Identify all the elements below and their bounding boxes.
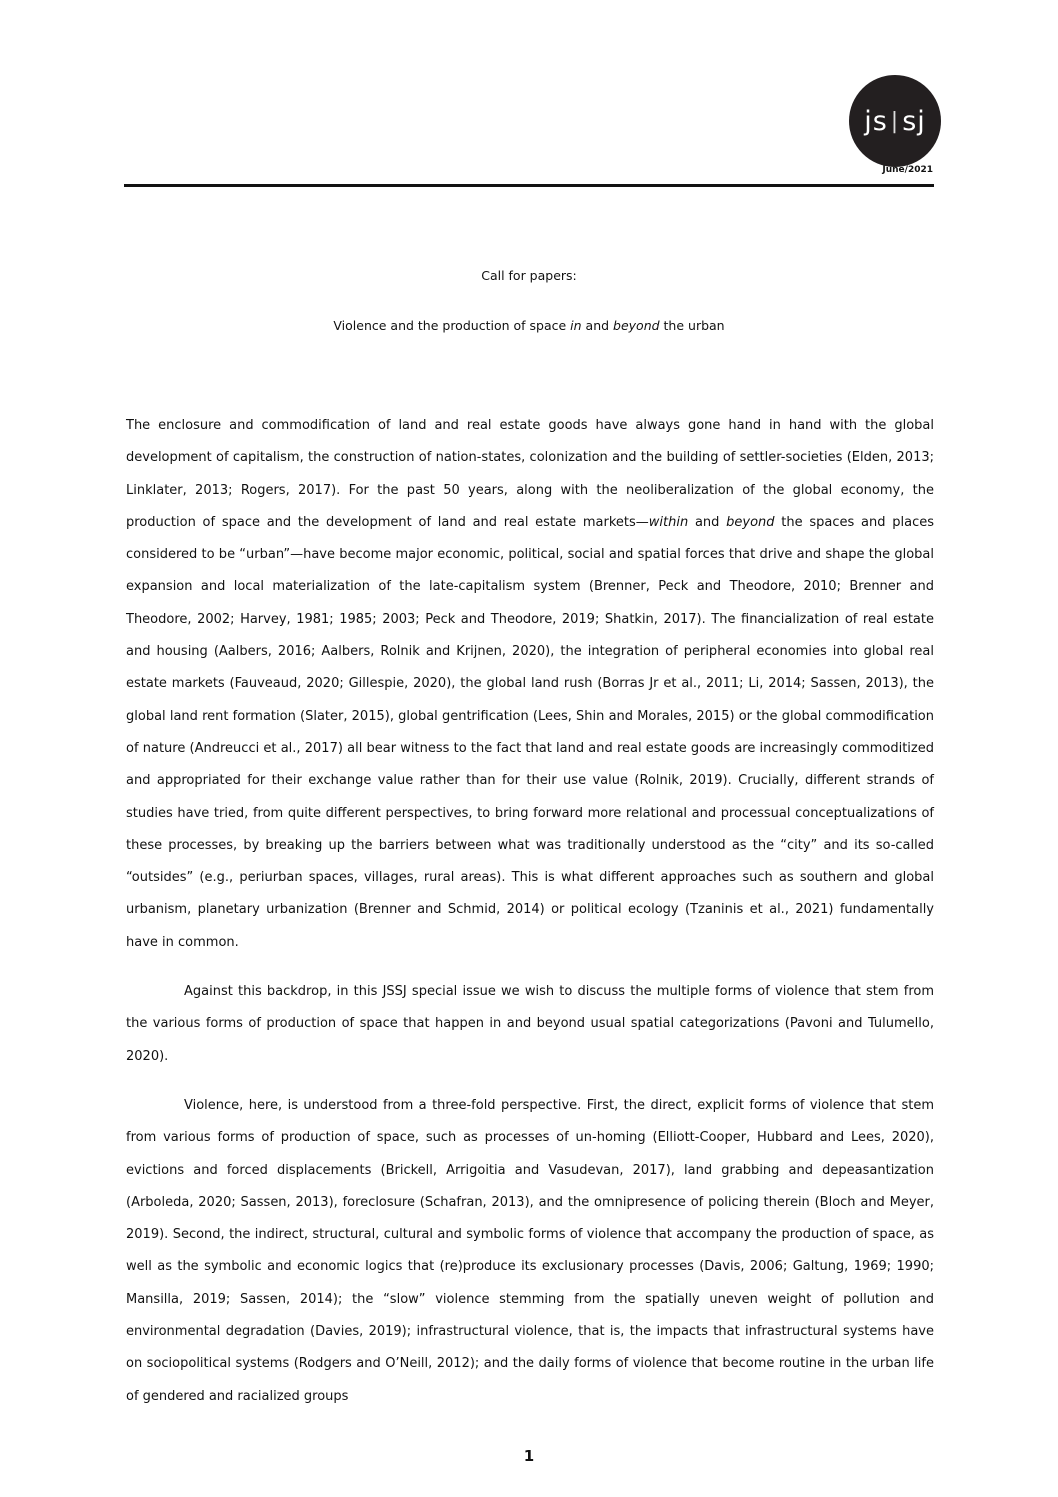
issue-title-beyond: beyond (613, 318, 660, 333)
header-rule (124, 184, 934, 187)
call-for-papers-heading: Call for papers: (481, 268, 577, 283)
paragraph-3: Violence, here, is understood from a three-fold perspective. First, the direct, explicit forms of violence that stem from various forms of production of space, such as processes of un-homing (Elliott-Cooper, Hubbard and Lees, 2020), evictions and forced displacements (Brickell, Arrigoitia and Vasudevan, 2017), land grabbing and depeasantization (Arboleda, 2020; Sassen, 2013), foreclosure (Schafran, 2013), and the omnipresence of policing therein (Bloch and Meyer, 2019). Second, the indirect, structural, cultural and symbolic forms of violence that accompany the production of space, as well as the symbolic and economic logics that (re)produce its exclusionary processes (Davis, 2006; Galtung, 1969; 1990; Mansilla, 2019; Sassen, 2014); the “slow” violence stemming from the spatially uneven weight of pollution and environmental degradation (Davies, 2019); infrastructural violence, that is, the impacts that infrastructural systems have on sociopolitical systems (Rodgers and O’Neill, 2012); and the daily forms of violence that become routine in the urban life of gendered and racialized groups (126, 1097, 934, 1404)
logo-text-right: sj (902, 105, 926, 137)
paragraph-1-beyond: beyond (726, 514, 775, 530)
paragraph-1-within: within (648, 514, 689, 530)
paragraph-1-part-a: The enclosure and commodification of land and real estate goods have always gone hand in hand with the global development of capitalism, the construction of nation-states, colonization and the building of settler-societies (Elden, 2013; Linklater, 2013; Rogers, 2017). For the past 50 years, along with the neoliberalization of the global economy, the production of space and the development of land and real estate markets— (126, 418, 934, 530)
page-number: 1 (523, 1447, 535, 1465)
paragraph-2: Against this backdrop, in this JSSJ special issue we wish to discuss the multiple forms of violence that stem from the various forms of production of space that happen in and beyond usual spatial categorizations (Pavoni and Tulumello, 2020). (126, 984, 934, 1064)
issue-title-part-1: Violence and the production of space (333, 318, 571, 333)
issue-title-part-2: and (581, 318, 614, 333)
logo-separator: | (890, 108, 900, 134)
issue-date: June/2021 (882, 165, 933, 175)
paragraph-1-part-c: the spaces and places considered to be “urban”—have become major economic, political, social and spatial forces that drive and shape the global expansion and local materialization of the late-capitalism system (Brenner, Peck and Theodore, 2010; Brenner and Theodore, 2002; Harvey, 1981; 1985; 2003; Peck and Theodore, 2019; Shatkin, 2017). The financialization of real estate and housing (Aalbers, 2016; Aalbers, Rolnik and Krijnen, 2020), the integration of peripheral economies into global real estate markets (Fauveaud, 2020; Gillespie, 2020), the global land rush (Borras Jr et al., 2011; Li, 2014; Sassen, 2013), the global land rent formation (Slater, 2015), global gentrification (Lees, Shin and Morales, 2015) or the global commodification of nature (Andreucci et al., 2017) all bear witness to the fact that land and real estate goods are increasingly commoditized and appropriated for their exchange value rather than for their use value (Rolnik, 2019). Crucially, different strands of studies have tried, from quite different perspectives, to bring forward more relational and processual conceptualizations of these processes, by breaking up the barriers between what was traditionally understood as the “city” and its so-called “outsides” (e.g., periurban spaces, villages, rural areas). This is what different approaches such as southern and global urbanism, planetary urbanization (Brenner and Schmid, 2014) or political ecology (Tzaninis et al., 2021) fundamentally have in common. (126, 514, 934, 950)
issue-title-in: in (570, 318, 582, 333)
paragraph-1-part-b: and (688, 514, 727, 530)
logo-text-left: js (864, 105, 888, 137)
paragraph-1 (126, 410, 934, 959)
jssj-logo (849, 75, 941, 167)
body-text (126, 410, 934, 1430)
issue-title (0, 318, 1058, 333)
issue-title-part-3: the urban (659, 318, 725, 333)
